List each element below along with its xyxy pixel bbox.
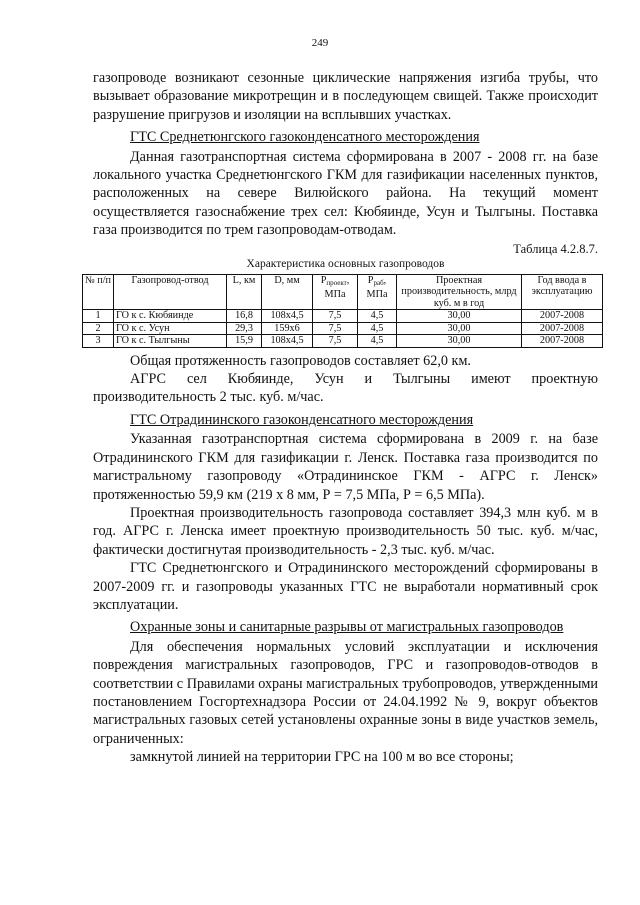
header-year: Год ввода в эксплуатацию — [522, 274, 603, 310]
cell-p-work: 4,5 — [358, 310, 397, 323]
paragraph-9: замкнутой линией на территории ГРС на 100 м во все стороны; — [130, 749, 514, 766]
cell-diameter: 108х4,5 — [262, 335, 313, 348]
header-p-project-unit: , МПа — [324, 274, 350, 301]
table-caption: Таблица 4.2.8.7. — [513, 241, 598, 256]
paragraph-2: Данная газотранспортная система сформирована в 2007 - 2008 гг. на базе локального участка Среднетюнгского ГКМ для газификации населенных пунктов, расположенных на севере Вилюйского района. На текущий момент осуществляется газоснабжение трех сел: Кюбяинде, Усун и Тылгыны. Поставка газа производится по трем газопроводам-отводам. — [93, 148, 598, 239]
page-body — [85, 69, 598, 767]
paragraph-4: АГРС сел Кюбяинде, Усун и Тылгыны имеют проектную производительность 2 тыс. куб. м/час. — [93, 371, 598, 406]
page-number: 249 — [311, 37, 329, 49]
cell-length: 15,9 — [227, 335, 262, 348]
header-length: L, км — [227, 274, 262, 310]
pipelines-table — [82, 274, 603, 348]
cell-num: 2 — [83, 322, 114, 335]
paragraph-8: Для обеспечения нормальных условий эксплуатации и исключения повреждения магистральных газопроводов, ГРС и газопроводов-отводов в соответствии с Правилами охраны магистральных трубопроводов, утвержденными постановлением Госгортехнадзора России от 24.04.1992 № 9, вокруг объектов магистральных газовых сетей установлены охранные зоны в виде участков земель, ограниченных: — [93, 638, 598, 747]
cell-capacity: 30,00 — [397, 310, 522, 323]
cell-p-work: 4,5 — [358, 322, 397, 335]
header-p-project — [313, 274, 358, 310]
table-header-row — [83, 274, 603, 310]
cell-num: 3 — [83, 335, 114, 348]
paragraph-6: Проектная производительность газопровода составляет 394,3 млн куб. м в год. АГРС г. Ленска имеет проектную производительность 50 тыс. куб. м/час, фактически достигнутая производительность - 2,3 тыс. куб. м/час. — [93, 504, 598, 558]
header-capacity: Проектная производительность, млрд куб. м в год — [397, 274, 522, 310]
table-row — [83, 322, 603, 335]
header-p-work-sub: раб — [373, 278, 384, 287]
paragraph-5: Указанная газотранспортная система сформирована в 2009 г. на базе Отрадининского ГКМ для газификации г. Ленск. Поставка газа производится по магистральному газопроводу «Отрадининское ГКМ - АГРС г. Ленск» протяженностью 59,9 км (219 х 8 мм, Р = 7,5 МПа, Р = 6,5 МПа). — [93, 431, 598, 503]
section-heading-otradnin: ГТС Отрадининского газоконденсатного месторождения — [130, 411, 474, 428]
cell-name: ГО к с. Усун — [114, 322, 227, 335]
table-row — [83, 310, 603, 323]
header-num: № п/п — [83, 274, 114, 310]
cell-name: ГО к с. Тылгыны — [114, 335, 227, 348]
header-p-work — [358, 274, 397, 310]
cell-year: 2007-2008 — [522, 322, 603, 335]
header-name: Газопровод-отвод — [114, 274, 227, 310]
cell-name: ГО к с. Кюбяинде — [114, 310, 227, 323]
cell-year: 2007-2008 — [522, 335, 603, 348]
header-p-work-base: P — [367, 274, 374, 286]
cell-length: 16,8 — [227, 310, 262, 323]
cell-capacity: 30,00 — [397, 322, 522, 335]
table-row — [83, 335, 603, 348]
section-heading-sredne: ГТС Среднетюнгского газоконденсатного месторождения — [130, 129, 480, 146]
cell-length: 29,3 — [227, 322, 262, 335]
table-title: Характеристика основных газопроводов — [246, 257, 445, 270]
paragraph-3: Общая протяженность газопроводов составляет 62,0 км. — [130, 352, 471, 369]
cell-p-project: 7,5 — [313, 335, 358, 348]
cell-capacity: 30,00 — [397, 335, 522, 348]
header-diameter-label: D, мм — [274, 274, 300, 286]
header-diameter — [262, 274, 313, 310]
cell-p-project: 7,5 — [313, 310, 358, 323]
cell-diameter: 108х4,5 — [262, 310, 313, 323]
paragraph-7: ГТС Среднетюнгского и Отрадининского месторождений сформированы в 2007-2009 гг. и газопроводы указанных ГТС не выработали нормативный срок эксплуатации. — [93, 560, 598, 613]
cell-p-work: 4,5 — [358, 335, 397, 348]
header-p-project-base: P — [320, 274, 327, 286]
cell-year: 2007-2008 — [522, 310, 603, 323]
cell-diameter: 159х6 — [262, 322, 313, 335]
section-heading-protection-zones: Охранные зоны и санитарные разрывы от магистральных газопроводов — [130, 619, 564, 636]
paragraph-1: газопроводе возникают сезонные циклические напряжения изгиба трубы, что вызывает образование микротрещин и в последующем свищей. Также происходит разрушение пригрузов и изоляции на всплывших участках. — [93, 70, 598, 123]
header-p-work-unit: , МПа — [366, 274, 388, 301]
cell-p-project: 7,5 — [313, 322, 358, 335]
header-p-project-sub: проект — [326, 278, 347, 287]
cell-num: 1 — [83, 310, 114, 323]
